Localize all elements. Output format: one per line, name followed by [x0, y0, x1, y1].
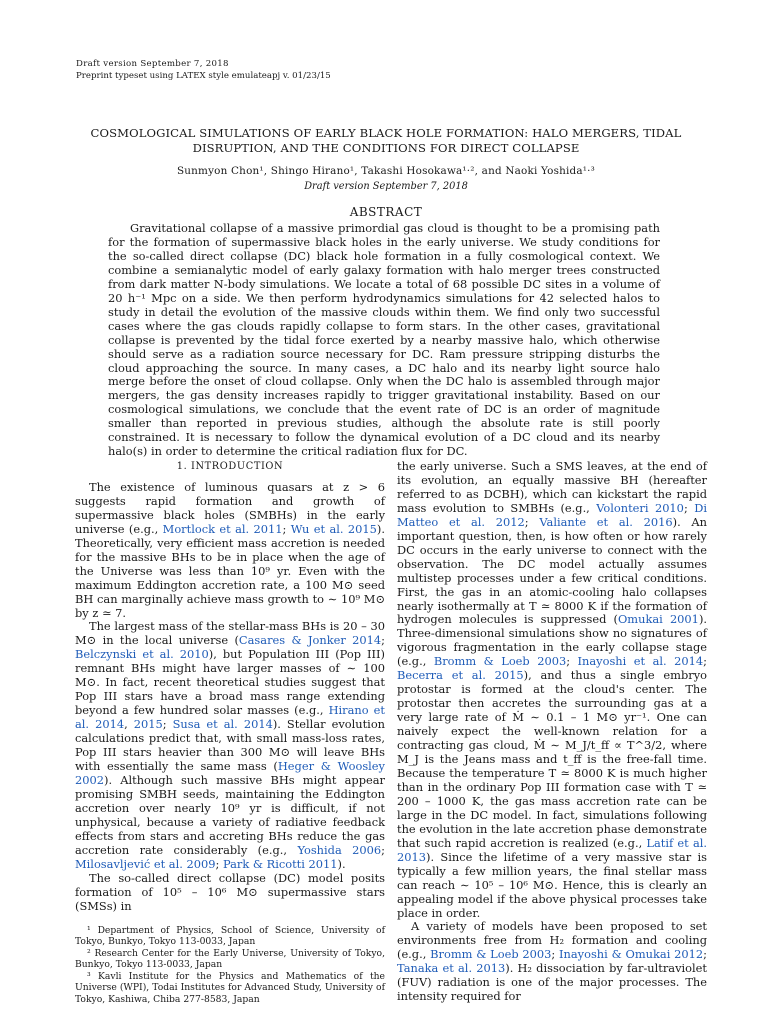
citation-link[interactable]: Casares & Jonker 2014 — [238, 633, 382, 648]
intro-paragraph-2: The largest mass of the stellar-mass BHs is 20 – 30 M⊙ in the local universe (Casares & Jonker 2014; Belczynski et al. 2010), but Population III (Pop III) remnant BHs might have larger masses of ∼ 100 M⊙. In fact, recent theoretical studies suggest that Pop III stars have a broad mass range extending beyond a few hundred solar masses (e.g., Hirano et al. 2014, 2015; Susa et al. 2014). Stellar evolution calculations predict that, with small mass-loss rates, Pop III stars heavier than 300 M⊙ will leave BHs with essentially the same mass (Heger & Woosley 2002). Although such massive BHs might appear promising SMBH seeds, maintaining the Eddington accretion over nearly 10⁹ yr is difficult, if not unphysical, because a variety of radiative feedback effects from stars and accreting BHs reduce the gas accretion rate considerably (e.g., Yoshida 2006; Milosavljević et al. 2009; Park & Ricotti 2011). — [75, 619, 386, 871]
footnotes — [75, 925, 385, 1006]
citation-link[interactable]: Belczynski et al. 2010 — [75, 647, 209, 662]
citation-link[interactable]: Omukai 2001 — [617, 612, 699, 627]
footnote-1: ¹ Department of Physics, School of Science, University of Tokyo, Bunkyo, Tokyo 113-0033, Japan — [75, 924, 385, 948]
citation-link[interactable]: Yoshida 2006 — [297, 842, 382, 857]
abstract-text: Gravitational collapse of a massive primordial gas cloud is thought to be a promising path for the formation of supermassive black holes in the early universe. We study conditions for the so-called direct collapse (DC) black hole formation in a fully cosmological context. We combine a semianalytic model of early galaxy formation with halo merger trees constructed from dark matter N-body simulations. We locate a total of 68 possible DC sites in a volume of 20 h⁻¹ Mpc on a side. We then perform hydrodynamics simulations for 42 selected halos to study in detail the evolution of the massive clouds within them. We find only two successful cases where the gas clouds rapidly collapse to form stars. In the other cases, gravitational collapse is prevented by the tidal force exerted by a nearby massive halo, which otherwise should serve as a radiation source necessary for DC. Ram pressure stripping disturbs the cloud approaching the source. In many cases, a DC halo and its nearby light source halo merge before the onset of cloud collapse. Only when the DC halo is assembled through major mergers, the gas density increases rapidly to trigger gravitational instability. Based on our cosmological simulations, we conclude that the event rate of DC is an order of magnitude smaller than reported in previous studies, although the absolute rate is still poorly constrained. It is necessary to follow the dynamical evolution of a DC cloud and its nearby halo(s) in order to determine the critical radiation flux for DC. — [108, 221, 660, 459]
draft-version-line: Draft version September 7, 2018 — [76, 59, 229, 69]
citation-link[interactable]: Mortlock et al. 2011 — [162, 521, 283, 536]
footnote-2: ² Research Center for the Early Universe, University of Tokyo, Bunkyo, Tokyo 113-0033, Japan — [75, 947, 385, 971]
citation-link[interactable]: Volonteri 2010 — [596, 500, 684, 515]
citation-link[interactable]: Milosavljević et al. 2009 — [75, 856, 216, 871]
paper-title: COSMOLOGICAL SIMULATIONS OF EARLY BLACK HOLE FORMATION: HALO MERGERS, TIDAL DISRUPTION, AND THE CONDITIONS FOR DIRECT COLLAPSE — [90, 126, 682, 155]
citation-link[interactable]: Tanaka et al. 2013 — [397, 961, 506, 976]
draft-date: Draft version September 7, 2018 — [304, 181, 468, 192]
intro-paragraph-3-continued: the early universe. Such a SMS leaves, at the end of its evolution, an equally massive BH (hereafter referred to as DCBH), which can kickstart the rapid mass evolution to SMBHs (e.g., Volonteri 2010; Di Matteo et al. 2012; Valiante et al. 2016). An important question, then, is how often or how rarely DC occurs in the early universe to connect with the observation. The DC model actually assumes multistep processes under a few critical conditions. First, the gas in an atomic-cooling halo collapses nearly isothermally at T ≃ 8000 K if the formation of hydrogen molecules is suppressed (Omukai 2001). Three-dimensional simulations show no signatures of vigorous fragmentation in the early collapse stage (e.g., Bromm & Loeb 2003; Inayoshi et al. 2014; Becerra et al. 2015), and thus a single embryo protostar is formed at the cloud's center. The protostar then accretes the surrounding gas at a very large rate of Ṁ ∼ 0.1 – 1 M⊙ yr⁻¹. One can naively expect the well-known relation for a contracting gas cloud, Ṁ ∼ M_J/t_ff ∝ T^3/2, where M_J is the Jeans mass and t_ff is the free-fall time. Because the temperature T ≃ 8000 K is much higher than in the ordinary Pop III formation case with T ≃ 200 – 1000 K, the gas mass accretion rate can be large in the DC model. In fact, simulations following the evolution in the late accretion phase demonstrate that such rapid accretion is realized (e.g., Latif et al. 2013). Since the lifetime of a very massive star is typically a few million years, the final stellar mass can reach ∼ 10⁵ – 10⁶ M⊙. Hence, this is clearly an appealing model if the above physical processes take place in order. — [397, 459, 708, 920]
citation-link[interactable]: Bromm & Loeb 2003 — [433, 654, 567, 669]
intro-paragraph-4: A variety of models have been proposed to set environments free from H₂ formation and cooling (e.g., Bromm & Loeb 2003; Inayoshi & Omukai 2012; Tanaka et al. 2013). H₂ dissociation by far-ultraviolet (FUV) radiation is one of the major processes. The intensity required for — [397, 919, 707, 1004]
citation-link[interactable]: Wu et al. 2015 — [290, 521, 377, 536]
preprint-line: Preprint typeset using LATEX style emulateapj v. 01/23/15 — [76, 71, 331, 81]
citation-link[interactable]: Inayoshi et al. 2014 — [577, 654, 704, 669]
intro-paragraph-1: The existence of luminous quasars at z > 6 suggests rapid formation and growth of supermassive black holes (SMBHs) in the early universe (e.g., Mortlock et al. 2011; Wu et al. 2015). Theoretically, very efficient mass accretion is needed for the massive BHs to be in place when the age of the Universe was less than 10⁹ yr. Even with the maximum Eddington accretion rate, a 100 M⊙ seed BH can marginally achieve mass growth to ∼ 10⁹ M⊙ by z ≃ 7. — [75, 479, 385, 620]
left-column — [75, 460, 385, 1006]
citation-link[interactable]: Susa et al. 2014 — [172, 717, 273, 732]
author-list: Sunmyon Chon¹, Shingo Hirano¹, Takashi Hosokawa¹·², and Naoki Yoshida¹·³ — [176, 165, 596, 177]
citation-link[interactable]: Hirano et al. 2014 — [75, 703, 385, 732]
citation-link[interactable]: Di Matteo et al. 2012 — [397, 500, 707, 529]
page-header — [76, 58, 696, 82]
abstract-heading: ABSTRACT — [349, 205, 423, 219]
section-heading-introduction: 1. INTRODUCTION — [176, 461, 284, 472]
right-column — [397, 460, 707, 1004]
citation-link[interactable]: Inayoshi & Omukai 2012 — [559, 947, 704, 962]
citation-link[interactable]: Park & Ricotti 2011 — [222, 856, 338, 871]
citation-link[interactable]: Bromm & Loeb 2003 — [430, 947, 552, 962]
citation-link[interactable]: Heger & Woosley 2002 — [75, 759, 385, 787]
footnote-3: ³ Kavli Institute for the Physics and Mathematics of the Universe (WPI), Todai Institutes for Advanced Study, University of Tokyo, Kashiwa, Chiba 277-8583, Japan — [75, 970, 385, 1006]
citation-link[interactable]: Becerra et al. 2015 — [397, 668, 524, 683]
citation-link[interactable]: Valiante et al. 2016 — [539, 514, 673, 529]
citation-link[interactable]: 2015 — [133, 717, 163, 732]
citation-link[interactable]: Latif et al. 2013 — [397, 835, 707, 864]
intro-paragraph-3: The so-called direct collapse (DC) model posits formation of 10⁵ – 10⁶ M⊙ supermassive stars (SMSs) in — [75, 870, 385, 913]
